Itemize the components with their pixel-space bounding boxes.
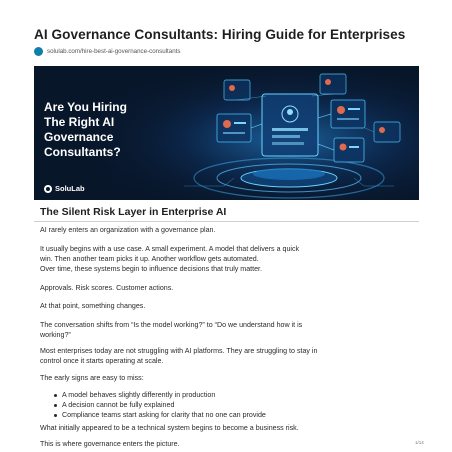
paragraph: control once it starts operating at scale.: [40, 357, 164, 365]
solulab-logo: [44, 184, 85, 193]
solulab-logo-icon: [44, 185, 52, 193]
document-title: AI Governance Consultants: Hiring Guide for Enterprises: [34, 27, 406, 42]
hero-heading-line: The Right AI: [44, 115, 115, 129]
hero-heading-line: Consultants?: [44, 145, 121, 159]
paragraph: Over time, these systems begin to influence decisions that truly matter.: [40, 265, 262, 273]
site-favicon-icon: [34, 47, 43, 56]
list-item: A model behaves slightly differently in production: [54, 390, 266, 400]
paragraph: At that point, something changes.: [40, 302, 146, 310]
paragraph: AI rarely enters an organization with a governance plan.: [40, 226, 216, 234]
list-item: A decision cannot be fully explained: [54, 400, 266, 410]
source-url-row[interactable]: [34, 46, 180, 56]
section-divider: [34, 221, 419, 222]
paragraph: The early signs are easy to miss:: [40, 374, 144, 382]
paragraph: Approvals. Risk scores. Customer actions.: [40, 284, 174, 292]
paragraph: working?”: [40, 331, 71, 339]
section-heading: The Silent Risk Layer in Enterprise AI: [40, 206, 227, 218]
hero-banner: [34, 66, 419, 200]
paragraph: Most enterprises today are not struggling with AI platforms. They are struggling to stay in: [40, 347, 318, 355]
list-item: Compliance teams start asking for clarity that no one can provide: [54, 410, 266, 420]
hero-heading-line: Are You Hiring: [44, 100, 127, 114]
solulab-logo-text: SoluLab: [55, 184, 85, 193]
paragraph: What initially appeared to be a technical system begins to become a business risk.: [40, 424, 299, 432]
hero-heading: [44, 100, 194, 160]
page-number: 1/14: [415, 440, 424, 445]
paragraph: This is where governance enters the picture.: [40, 440, 180, 448]
hero-heading-line: Governance: [44, 130, 114, 144]
paragraph: It usually begins with a use case. A small experiment. A model that delivers a quick: [40, 245, 300, 253]
source-url[interactable]: solulab.com/hire-best-ai-governance-consultants: [47, 47, 181, 55]
paragraph: The conversation shifts from “Is the model working?” to “Do we understand how it is: [40, 321, 303, 329]
bullet-list: [54, 390, 266, 420]
paragraph: win. Then another team picks it up. Another workflow gets automated.: [40, 255, 259, 263]
